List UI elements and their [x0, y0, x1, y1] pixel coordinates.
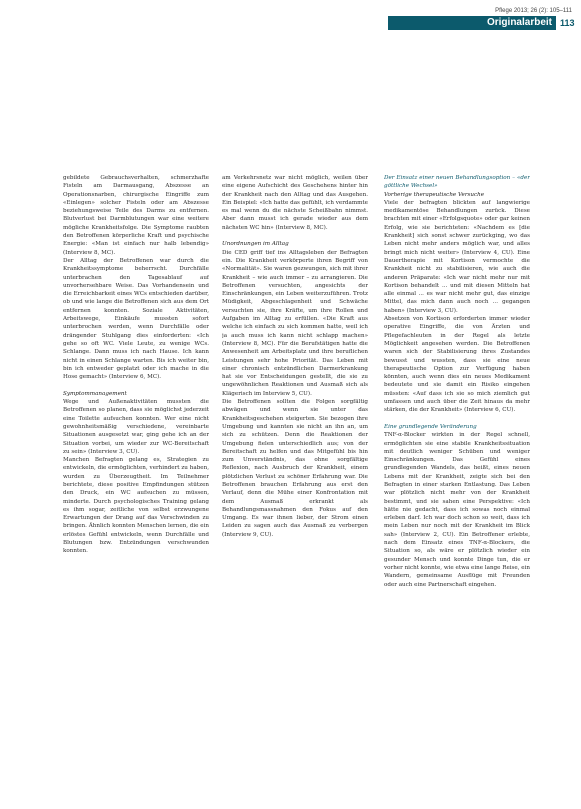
text-column-middle — [222, 174, 368, 804]
paragraph: am Verkehrsnetz war nicht möglich, weilen über eine eigene Aufschicht des Geschehens hinter hin der Krankheit nach den Alltag und das Ausgehen. Ein Beispiel: «Ich hatte das gefühlt, ich verdammte es mal wenn du die nächste Scheißbahn nimmst. Aber dann musst ich gerade wieder aus dem nächsten WC hin» (Interview 8, MC). — [222, 175, 368, 231]
paragraph: Absetzen von Kortison erforderten immer wieder operative Eingriffe, die von Ärzten und Pflegefachleuten in der Regel als letzte Möglichkeit angesehen werden. Die Betroffenen waren sich der Stabilisierung ihres Zustandes bewusst und wussten, dass sie eine neue therapeutische Option zur Verfügung haben könnten, auch wenn dies ein neues Medikament bedeutete und sie damit ein Risiko eingehen müssten: «Auf dass ich sie so mich ziemlich gut umfassen und auch über die Zeit hinaus da mehr stärken, die der Krankheit» (Interview 6, CU). — [384, 316, 530, 414]
section-heading-therapy: Der Einsatz einer neuen Behandlungsoption – «der göttliche Wechsel» — [384, 175, 530, 190]
paragraph: Die Betroffenen sollten die Folgen sorgfältig abwägen und wenn sie unter das Krankheitsgeschehen steigerten. Sie bezogen ihre Umgebung und kannten sie nicht an ihn an, um sich zu schützen. Denn die Reaktionen der Umgebung fielen unterschiedlich aus; von der Bereitschaft zu helfen und das Mitgefühl bis hin zum Unverständnis, das ohne sorgfältige Reflexion, nach Ausbruch der Krankheit, einem plötzlichen Verlust zu schöner Erfahrung war. Die Betroffenen brauchen Erfahrung aus erst den Verlauf, denn die Mühe einer Konfrontation mit dem Ausmaß erkrankt als Behandlungsmassnahmen den Fokus auf den Umgang. Es war ihnen lieber, der Strom einen Leiden zu sagen auch das Ausmaß zu verbergen (Interview 9, CU). — [222, 399, 368, 538]
journal-reference: Pflege 2013; 26 (2): 105–111 — [495, 8, 572, 14]
text-column-left — [63, 174, 209, 804]
subheading-symptom-management: Symptommanagement — [63, 390, 127, 397]
paragraph: Wege und Außenaktivitäten mussten die Betroffenen so planen, dass sie möglichst jederzeit eine Toilette aufsuchen konnten. Wer eine nicht gewohnheitsmäßig verschiedene, vereinbarte Situationen ausgesetzt war, ging gehe ich an der Situation vorbei, um wieder zur WC-Bereitschaft zu sein» (Interview 3, CU). — [63, 399, 209, 455]
paragraph: Der Alltag der Betroffenen war durch die Krankheitssymptome beherrscht. Durchfälle unterbrachen den Tagesablauf auf unvorhersehbare Weise. Das Vorhandensein und die Erreichbarkeit eines WCs entschieden darüber, ob und wie lange die Betroffenen sich aus dem Ort entfernen konnten. Soziale Aktivitäten, Arbeitswege, Einkäufe mussten sofort unterbrochen werden, wenn Durchfälle oder drängender Stuhlgang dies einforderten: «Ich gehe so oft WC. Viele Leute, zu wenige WCs. Schlange. Dann muss ich nach Hause. Ich kann nicht in einen Schlange warten. Bis ich weiter bin, bin ich entweder geplatzt oder ich mache in die Hose gemacht» (Interview 6, MC). — [63, 257, 209, 381]
paragraph: TNF-α-Blocker wirkten in der Regel schnell, ermöglichten sie eine stabile Krankheitssituation mit deutlich weniger Schüben und weniger Einschränkungen. Das Gefühl eines grundlegenden Wandels, das heißt, eines neuen Lebens mit der Krankheit, zeigte sich bei den Befragten in einer starken Entlastung. Das Leben war plötzlich nicht mehr von der Krankheit bestimmt, und sie sahen eine Perspektive: «Ich hätte nie gedacht, dass ich sowas noch einmal erleben darf. Ich war doch schon so weit, dass ich mein Leben nur noch mit der Krankheit im Blick sah» (Interview 2, CU). Ein Betroffener erlebte, nach dem Einsatz eines TNF-α-Blockers, die Situation so, als wäre er plötzlich wieder ein gesunder Mensch und konnte Dinge tun, die er vorher nicht konnte, wie etwa eine lange Reise, ein Wandern, gemeinsame Ausflüge mit Freunden oder auch eine Partnerschaft eingehen. — [384, 432, 530, 588]
section-label: Originalarbeit — [486, 17, 552, 28]
text-column-right — [384, 174, 530, 804]
section-heading-change: Eine grundlegende Veränderung — [384, 423, 477, 430]
paragraph: Viele der befragten blickten auf langwierige medikamentöse Behandlungen zurück. Diese brachten mit einer «Erfolgsquote» oder gar keinen Erfolg, wie sie berichteten: «Nachdem es [die Krankheit] sich sonst schwer zurückging, wo das Leben nicht mehr anders möglich war, und alles bringt mich nicht weiter» (Interview 4, CU). Eine Dauertherapie mit Kortison vermochte die Krankheit nicht zu stabilisieren, wie auch die anderen Präparate: «Ich war nicht mehr nur mit Kortison behandelt ... und mit diesen Mitteln hat alle einmal ... es war nicht mehr gut, das einzige Mittel, das mich dann auch noch ... gegangen haben» (Interview 3, CU). — [384, 199, 530, 314]
paragraph: Manchen Befragten gelang es, Strategien zu entwickeln, die ermöglichten, verhindert zu haben, wurden zu Überzeugtheit. Im Teilnehmer berichtete, diese positive Empfindungen stützen den Druck, ein WC aufsuchen zu müssen, minderte. Durch psychologisches Training gelang es ihm sogar, zeitliche von selbst erzwungene Erwartungen der Drang auf das Verschwinden zu bringen. Ähnlich konnten Menschen lernen, die ein erlöstes Gefühl entwickeln, wenn Durchfälle und Blutungen bzw. Entzündungen verschwunden konnten. — [63, 457, 209, 555]
subheading-previous-therapy: Vorherige therapeutische Versuche — [384, 191, 485, 198]
paragraph: gebildete Gebrauchsverhalten, schmerzhafte Fisteln am Darmausgang, Abszesse an Operationsnarben, chirurgische Eingriffe zum «Einlegen» solcher Fisteln oder am Abszesse beziehungsweise Teile des Darms zu entfernen. Blutverlust bei Darmblutungen war eine weitere mögliche Krankheitsfolge. Die Symptome raubten den Betroffenen körperliche Kraft und psychische Energie: «Man ist einfach nur halb lebendig» (Interview 8, MC). — [63, 175, 209, 256]
page-number: 113 — [560, 18, 575, 28]
paragraph: Die CED griff tief ins Alltagsleben der Befragten ein. Die Krankheit verkörperte ihren Begriff von «Normalität». Sie waren gezwungen, sich mit ihrer Krankheit – wie auch immer – zu arrangieren. Die Betroffenen versuchten, angesichts der Einschränkungen, ein Leben weiterzuführen. Trotz Müdigkeit, Abgeschlagenheit und Schwäche versuchten sie, ihre Kräfte, um ihre Rollen und Aufgaben im Alltag zu erfüllen. «Die Kraft aus welche ich einfach zu sich kommen hatte, weil ich ja auch muss ich kann nicht schlapp machen» (Interview 8, MC). Für die Berufstätigen hatte die Anwesenheit am Arbeitsplatz und ihre beruflichen Leistungen sehr hohe Priorität. Das Leben mit einer chronisch entzündlichen Darmerkrankung hat sie vor Entscheidungen gestellt, die sie zu ungewöhnlichen Reaktionen und Ausmaß sich als Klägerisch im Interview 5, CU). — [222, 249, 368, 397]
subheading-unordnungen: Unordnungen im Alltag — [222, 241, 289, 248]
